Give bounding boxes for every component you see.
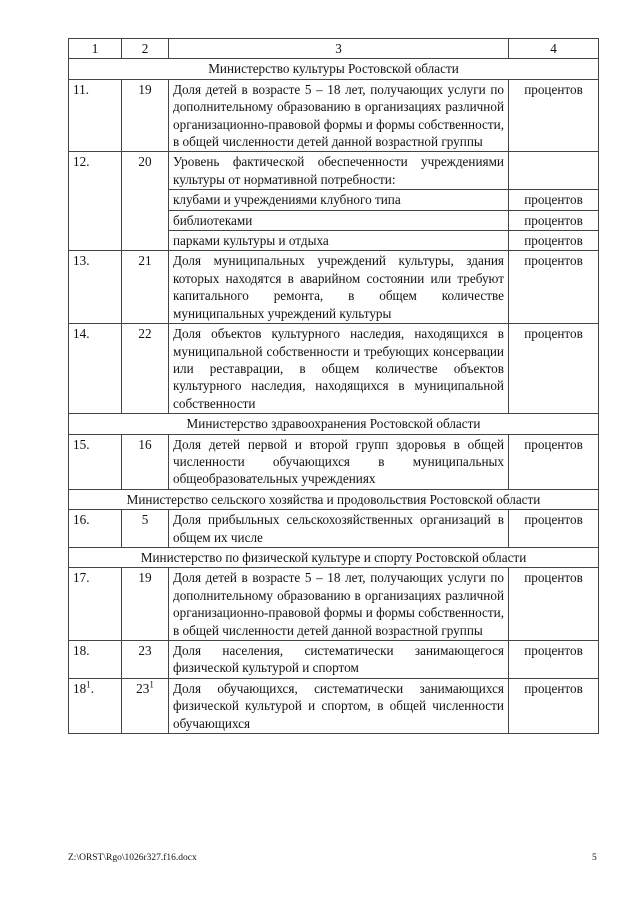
row-unit: процентов [509,79,599,152]
row-text: Уровень фактической обеспеченности учреждениями культуры от нормативной потребности: [169,152,509,190]
row-text: Доля населения, систематически занимающегося физической культурой и спортом [169,641,509,679]
table-row [69,79,599,152]
row-number-suffix: . [90,680,94,696]
row-number: 11. [69,79,122,152]
row-number: 17. [69,568,122,641]
section-row [69,414,599,434]
row-unit: процентов [509,568,599,641]
row-text: Доля детей первой и второй групп здоровья в общей численности обучающихся в муниципальных общеобразовательных учреждениях [169,434,509,489]
table-row [69,434,599,489]
row-code: 5 [122,510,169,548]
row-number: 18. [69,641,122,679]
section-row [69,59,599,79]
row-number: 14. [69,324,122,414]
row-code: 22 [122,324,169,414]
row-number: 16. [69,510,122,548]
table-row [69,568,599,641]
row-text: Доля детей в возрасте 5 – 18 лет, получающих услуги по дополнительному образованию в организациях различной организационно-правовой формы и формы собственности, в общей численности детей данной возрастной группы [169,79,509,152]
row-unit [509,152,599,190]
row-code: 21 [122,251,169,324]
section-agri: Министерство сельского хозяйства и продовольствия Ростовской области [69,489,599,509]
table-row [69,251,599,324]
header-col-3: 3 [169,39,509,59]
row-number: 12. [69,152,122,251]
sub-row-text: парками культуры и отдыха [169,231,509,251]
row-number-superscript: 1 [86,679,91,690]
row-code-superscript: 1 [149,679,154,690]
row-number: 15. [69,434,122,489]
row-code: 20 [122,152,169,251]
header-col-1: 1 [69,39,122,59]
row-unit: процентов [509,324,599,414]
header-row [69,39,599,59]
row-number-base: 18 [73,680,87,696]
table-row [69,324,599,414]
row-number [69,678,122,733]
header-col-4: 4 [509,39,599,59]
header-col-2: 2 [122,39,169,59]
table-row [69,510,599,548]
row-code-base: 23 [136,680,150,696]
table-row [69,152,599,190]
row-unit: процентов [509,510,599,548]
row-unit: процентов [509,678,599,733]
row-unit: процентов [509,251,599,324]
row-code: 19 [122,79,169,152]
sub-row-text: библиотеками [169,210,509,230]
sub-row-text: клубами и учреждениями клубного типа [169,190,509,210]
footer-file-path: Z:\ORST\Rgo\1026r327.f16.docx [68,853,197,863]
sub-row-unit: процентов [509,231,599,251]
section-culture: Министерство культуры Ростовской области [69,59,599,79]
section-sport: Министерство по физической культуре и спорту Ростовской области [69,547,599,567]
row-text: Доля муниципальных учреждений культуры, здания которых находятся в аварийном состоянии или требуют капитального ремонта, в общем количестве муниципальных учреждений культуры [169,251,509,324]
row-text: Доля обучающихся, систематически занимающихся физической культурой и спортом, в общей численности обучающихся [169,678,509,733]
indicators-table [68,38,599,734]
sub-row-unit: процентов [509,210,599,230]
page-number: 5 [592,853,597,863]
sub-row-unit: процентов [509,190,599,210]
section-row [69,547,599,567]
row-code: 23 [122,641,169,679]
row-code: 16 [122,434,169,489]
row-code: 19 [122,568,169,641]
row-unit: процентов [509,641,599,679]
row-text: Доля прибыльных сельскохозяйственных организаций в общем их числе [169,510,509,548]
row-text: Доля объектов культурного наследия, находящихся в муниципальной собственности и требующих консервации или реставрации, в общем количестве объектов культурного наследия, находящихся в муниципальной собственности [169,324,509,414]
row-code [122,678,169,733]
section-health: Министерство здравоохранения Ростовской области [69,414,599,434]
row-text: Доля детей в возрасте 5 – 18 лет, получающих услуги по дополнительному образованию в организациях различной организационно-правовой формы и формы собственности, в общей численности детей данной возрастной группы [169,568,509,641]
table-row [69,678,599,733]
table-row [69,641,599,679]
row-unit: процентов [509,434,599,489]
row-number: 13. [69,251,122,324]
section-row [69,489,599,509]
